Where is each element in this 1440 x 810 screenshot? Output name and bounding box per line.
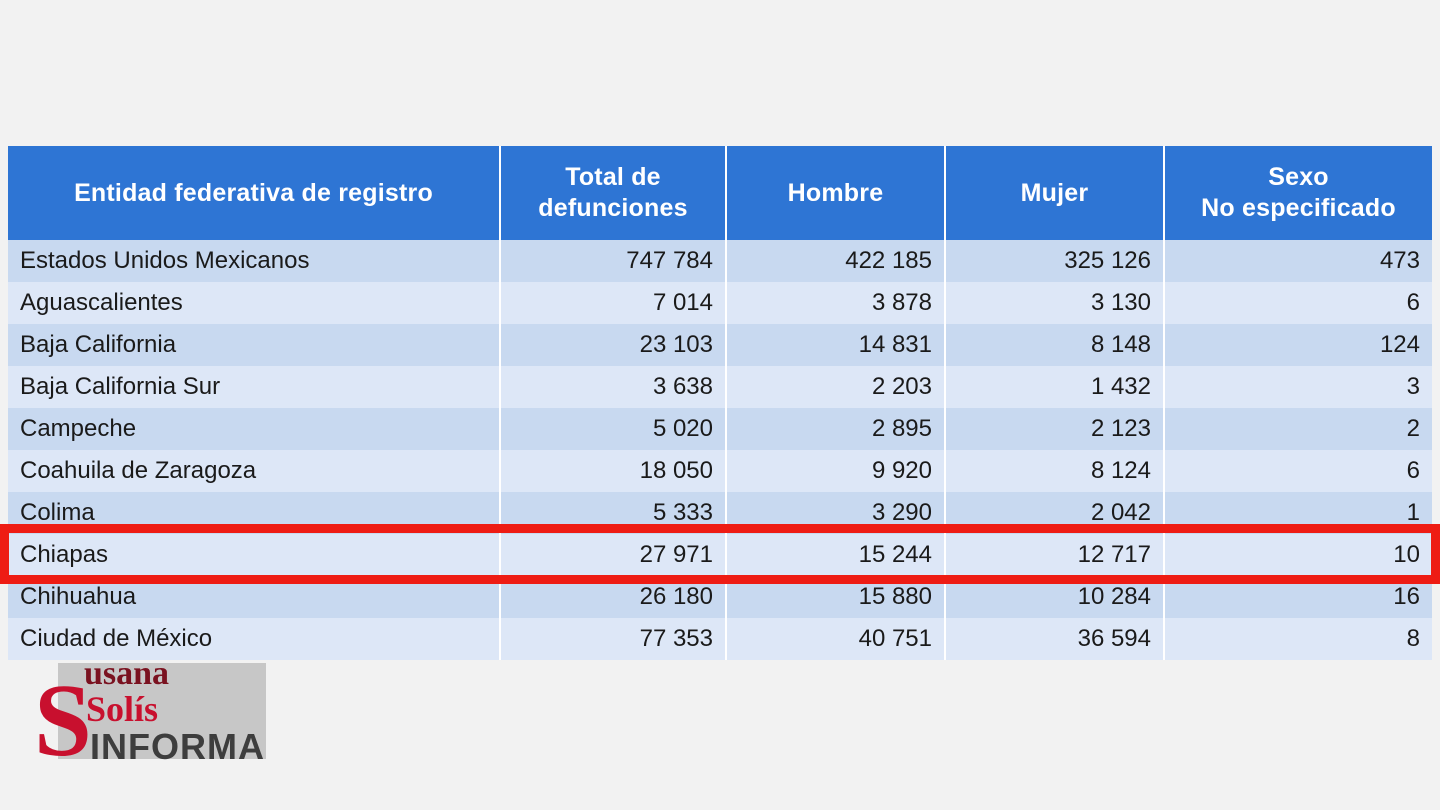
column-header-sexo-no-especificado: [1164, 146, 1432, 240]
cell-hombre: 14 831: [726, 324, 945, 366]
watermark-line2: Solís: [86, 689, 159, 729]
cell-total: 7 014: [500, 282, 726, 324]
cell-mujer: 2 042: [945, 492, 1164, 534]
cell-hombre: 2 895: [726, 408, 945, 450]
cell-no-especificado: 473: [1164, 240, 1432, 282]
cell-total: 18 050: [500, 450, 726, 492]
cell-no-especificado: 6: [1164, 450, 1432, 492]
cell-mujer: 8 148: [945, 324, 1164, 366]
table-row-highlighted: [8, 534, 1432, 576]
table-row: [8, 450, 1432, 492]
cell-hombre: 3 290: [726, 492, 945, 534]
cell-entidad: Baja California Sur: [8, 366, 500, 408]
column-header-hombre: [726, 146, 945, 240]
cell-total: 23 103: [500, 324, 726, 366]
cell-mujer: 12 717: [945, 534, 1164, 576]
table-row: [8, 618, 1432, 660]
cell-entidad: Colima: [8, 492, 500, 534]
column-header-total-line2: defunciones: [538, 194, 688, 222]
table-row: [8, 492, 1432, 534]
cell-entidad: Estados Unidos Mexicanos: [8, 240, 500, 282]
table-row: [8, 576, 1432, 618]
cell-no-especificado: 6: [1164, 282, 1432, 324]
cell-hombre: 2 203: [726, 366, 945, 408]
cell-no-especificado: 1: [1164, 492, 1432, 534]
cell-total: 5 333: [500, 492, 726, 534]
cell-entidad: Aguascalientes: [8, 282, 500, 324]
table-row: [8, 408, 1432, 450]
watermark-line1: usana: [84, 655, 170, 692]
cell-entidad: Chiapas: [8, 534, 500, 576]
column-header-total-line1: Total de: [565, 163, 661, 191]
column-header-sexo-line2: No especificado: [1201, 194, 1396, 222]
cell-no-especificado: 8: [1164, 618, 1432, 660]
cell-hombre: 40 751: [726, 618, 945, 660]
cell-no-especificado: 10: [1164, 534, 1432, 576]
table-body: [8, 240, 1432, 660]
table-row: [8, 240, 1432, 282]
cell-no-especificado: 3: [1164, 366, 1432, 408]
cell-total: 747 784: [500, 240, 726, 282]
cell-no-especificado: 124: [1164, 324, 1432, 366]
watermark-line3: INFORMA: [90, 726, 265, 767]
cell-mujer: 2 123: [945, 408, 1164, 450]
cell-hombre: 15 880: [726, 576, 945, 618]
column-header-entidad-label: Entidad federativa de registro: [74, 178, 433, 207]
column-header-mujer-label: Mujer: [1020, 178, 1089, 207]
cell-mujer: 10 284: [945, 576, 1164, 618]
table-row: [8, 366, 1432, 408]
cell-hombre: 3 878: [726, 282, 945, 324]
cell-mujer: 3 130: [945, 282, 1164, 324]
cell-total: 3 638: [500, 366, 726, 408]
cell-hombre: 422 185: [726, 240, 945, 282]
column-header-entidad: [8, 146, 500, 240]
deaths-table-container: [8, 146, 1432, 660]
cell-entidad: Baja California: [8, 324, 500, 366]
table-row: [8, 282, 1432, 324]
cell-hombre: 9 920: [726, 450, 945, 492]
table-header: [8, 146, 1432, 240]
cell-no-especificado: 2: [1164, 408, 1432, 450]
cell-no-especificado: 16: [1164, 576, 1432, 618]
cell-mujer: 8 124: [945, 450, 1164, 492]
watermark-logo: [28, 655, 268, 778]
cell-entidad: Coahuila de Zaragoza: [8, 450, 500, 492]
cell-total: 5 020: [500, 408, 726, 450]
table-header-row: [8, 146, 1432, 240]
table-row: [8, 324, 1432, 366]
cell-entidad: Campeche: [8, 408, 500, 450]
column-header-sexo-line1: Sexo: [1268, 163, 1329, 191]
cell-total: 26 180: [500, 576, 726, 618]
cell-entidad: Chihuahua: [8, 576, 500, 618]
cell-total: 27 971: [500, 534, 726, 576]
column-header-total: [500, 146, 726, 240]
cell-entidad: Ciudad de México: [8, 618, 500, 660]
column-header-mujer: [945, 146, 1164, 240]
deaths-table: [8, 146, 1432, 660]
cell-mujer: 36 594: [945, 618, 1164, 660]
cell-total: 77 353: [500, 618, 726, 660]
watermark-initial: S: [34, 663, 92, 778]
cell-mujer: 1 432: [945, 366, 1164, 408]
cell-hombre: 15 244: [726, 534, 945, 576]
column-header-hombre-label: Hombre: [787, 178, 884, 207]
cell-mujer: 325 126: [945, 240, 1164, 282]
